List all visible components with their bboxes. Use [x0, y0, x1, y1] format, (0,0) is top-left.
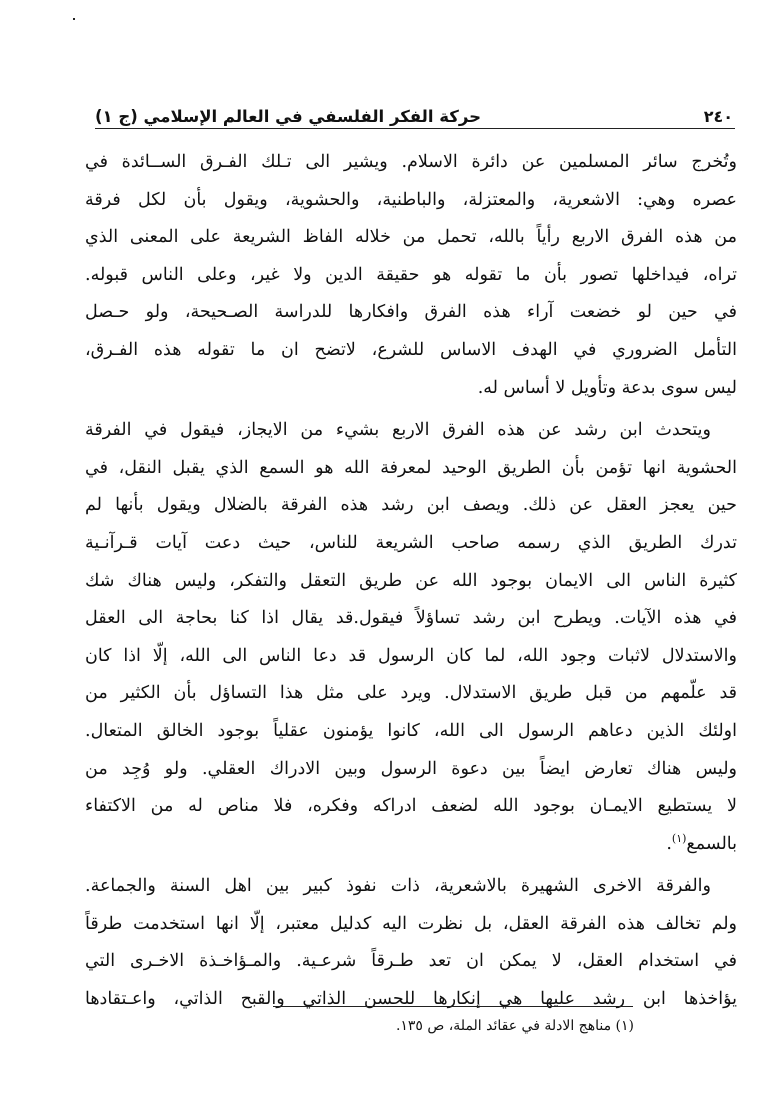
running-header: [95, 104, 735, 129]
text-line: التأمل الضروري في الهدف الاساس للشرع، لاتضح ان ما تقوله هذه الفـرق،: [85, 339, 737, 360]
paragraph: [85, 868, 737, 1018]
text-line: تراه، فيداخلها تصور بأن ما تقوله هو حقيقة الدين ولا غير، وعلى الناس قبوله.: [85, 264, 737, 285]
footnote: (١) مناهج الادلة في عقائد الملة، ص ١٣٥.: [395, 1018, 634, 1034]
text-line: ويتحدث ابن رشد عن هذه الفرق الاربع بشيء من الايجاز، فيقول في الفرقة: [85, 420, 711, 441]
text-line: وتُخرج سائر المسلمين عن دائرة الاسلام. ويشير الى تـلك الفـرق الســائدة في: [85, 152, 737, 172]
text-line: لا يستطيع الايمـان بوجود الله لضعف ادراكه وفكره، فلا مناص له من الاكتفاء: [85, 796, 737, 817]
scan-speck: [73, 18, 75, 20]
running-title: حركة الفكر الفلسفي في العالم الإسلامي (ج ١): [95, 107, 482, 126]
text-line: اولئك الذين دعاهم الرسول الى الله، كانوا يؤمنون عقلياً بوجود الخالق المتعال.: [85, 720, 737, 741]
body-text: [85, 144, 737, 1019]
punctuation: .: [666, 833, 672, 854]
text-line: في استخدام العقل، لا يمكن ان تعد طـرقاً شرعـية. والمـؤاخـذة الاخـرى التي: [85, 951, 737, 972]
text-line: والفرقة الاخرى الشهيرة بالاشعرية، ذات نفوذ كبير بين اهل السنة والجماعة.: [85, 876, 711, 897]
text-line: ليس سوى بدعة وتأويل لا أساس له.: [477, 377, 737, 398]
text-line: يؤاخذها ابن رشد عليها هي إنكارها للحسن الذاتي والقبح الذاتي، واعـتقادها: [85, 989, 737, 1010]
paragraph: [85, 144, 737, 407]
text-fragment: بالسمع: [686, 833, 737, 854]
text-line: عصره وهي: الاشعرية، والمعتزلة، والباطنية، والحشوية، ويقول بأن لكل فرقة: [85, 189, 737, 210]
text-line: والاستدلال لاثبات وجود الله، لما كان الرسول قد دعا الناس الى الله، إلّا اذا كان: [85, 645, 737, 666]
page-number: ٢٤٠: [703, 107, 733, 126]
text-line: في هذه الآيات. ويطرح ابن رشد تساؤلاً فيقول.قد يقال اذا كنا بحاجة الى العقل: [85, 608, 737, 629]
text-line: ولم تخالف هذه الفرقة العقل، بل نظرت اليه كدليل معتبر، إلّا انها استخدمت طرقاً: [85, 913, 737, 934]
footnote-reference[interactable]: (١): [671, 831, 687, 845]
text-line: قد علّمهم من قبل طريق الاستدلال. ويرد على مثل هذا التساؤل بأن الكثير من: [85, 683, 737, 704]
footnote-divider: [273, 1006, 633, 1007]
text-line: [85, 826, 737, 864]
text-line: وليس هناك تعارض ايضاً بين دعوة الرسول وبين الادراك العقلي. ولو وُجِد من: [85, 758, 737, 779]
text-line: حين يعجز العقل عن ذلك. ويصف ابن رشد هذه الفرقة بالضلال ويقول بأنها لم: [85, 495, 737, 516]
text-line: في حين لو خضعت آراء هذه الفرق وافكارها للدراسة الصـحيحة، ولو حـصل: [85, 302, 737, 323]
text-line: كثيرة الناس الى الايمان بوجود الله عن طريق التعقل والتفكر، وليس هناك شك: [85, 570, 737, 591]
text-line: من هذه الفرق الاربع رأياً بالله، تحمل من خلاله الفاظ الشريعة على المعنى الذي: [85, 227, 737, 248]
text-line: الحشوية انها تؤمن بأن الطريق الوحيد لمعرفة الله هو السمع الذي يقبل النقل، في: [85, 457, 737, 478]
text-line: تدرك الطريق الذي رسمه صاحب الشريعة للناس، حيث دعت آيات قـرآنـية: [85, 532, 737, 553]
paragraph: [85, 412, 737, 863]
